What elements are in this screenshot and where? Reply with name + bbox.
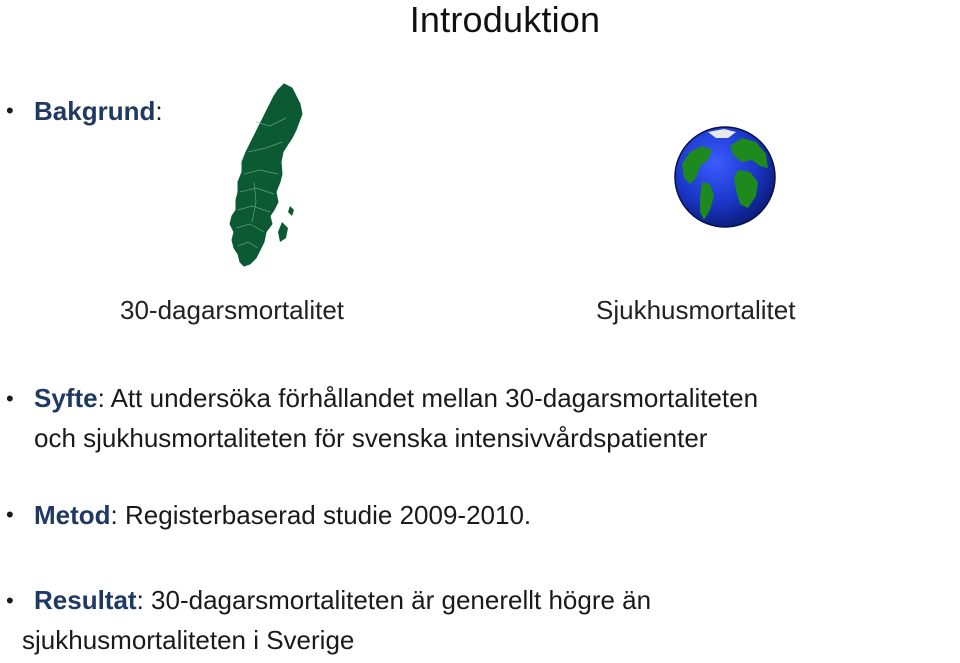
bullet-resultat	[6, 580, 960, 660]
caption-30-dagarsmortalitet: 30-dagarsmortalitet	[120, 295, 344, 325]
caption-sjukhusmortalitet: Sjukhusmortalitet	[596, 295, 796, 325]
syfte-label: Syfte	[34, 383, 98, 413]
globe-image	[672, 124, 778, 230]
bullet-bakgrund	[6, 90, 163, 132]
bakgrund-colon: :	[155, 96, 163, 126]
bullet-dot: •	[6, 98, 14, 123]
metod-rest: : Registerbaserad studie 2009-2010.	[110, 500, 532, 530]
bullet-dot: •	[6, 386, 14, 411]
sweden-map-image	[226, 82, 312, 268]
resultat-label: Resultat	[34, 585, 137, 615]
syfte-line1: : Att undersöka förhållandet mellan 30-dagarsmortaliteten	[97, 383, 759, 413]
bullet-dot: •	[6, 588, 14, 613]
resultat-line1: : 30-dagarsmortaliteten är generellt högre än	[136, 585, 652, 615]
bullet-syfte	[6, 378, 960, 458]
resultat-line2: sjukhusmortaliteten i Sverige	[22, 625, 355, 655]
bullet-dot: •	[6, 502, 14, 527]
bakgrund-label: Bakgrund	[34, 96, 156, 126]
bullet-metod	[6, 494, 531, 536]
syfte-line2: och sjukhusmortaliteten för svenska intensivvårdspatienter	[34, 423, 708, 453]
metod-label: Metod	[34, 500, 111, 530]
slide-title: Introduktion	[409, 0, 601, 40]
